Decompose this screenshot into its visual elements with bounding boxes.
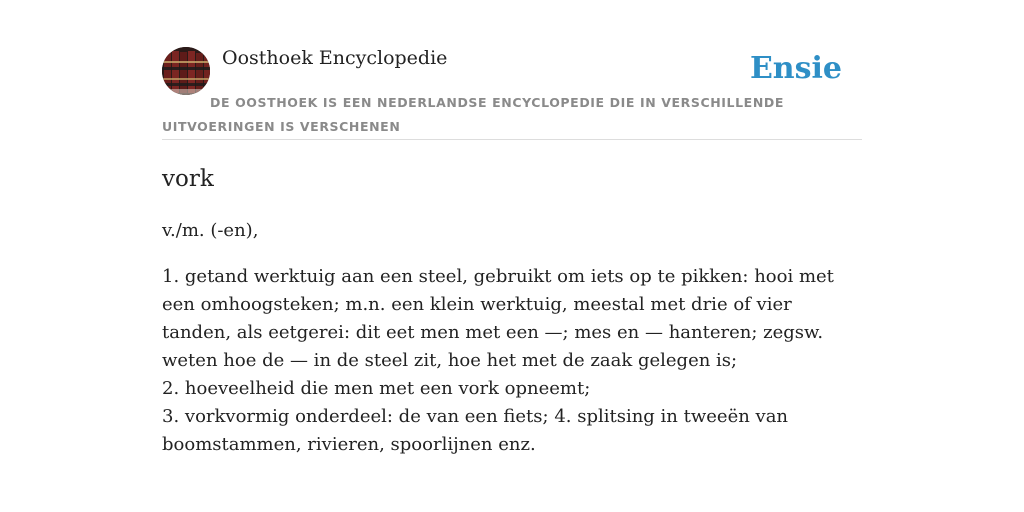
source-tagline: DE OOSTHOEK IS EEN NEDERLANDSE ENCYCLOPEDIE DIE IN VERSCHILLENDE UITVOERINGEN IS VERSCHENEN bbox=[162, 95, 784, 134]
definition-item: 2. hoeveelheid die men met een vork opneemt; bbox=[162, 378, 591, 399]
entry-headword: vork bbox=[162, 166, 214, 192]
entry-grammar: v./m. (-en), bbox=[162, 220, 259, 241]
encyclopedia-books-icon[interactable] bbox=[162, 47, 210, 95]
brand-logo[interactable]: Ensie bbox=[749, 51, 842, 86]
source-title[interactable]: Oosthoek Encyclopedie bbox=[222, 47, 448, 69]
definition-item: 3. vorkvormig onderdeel: de van een fiets; 4. splitsing in tweeën van boomstammen, rivieren, spoorlijnen enz. bbox=[162, 406, 789, 455]
header-divider bbox=[162, 139, 862, 140]
entry-definitions bbox=[162, 263, 862, 459]
definition-item: 1. getand werktuig aan een steel, gebruikt om iets op te pikken: hooi met een omhoogsteken; m.n. een klein werktuig, meestal met drie of vier tanden, als eetgerei: dit eet men met een —; mes en — hanteren; zegsw. weten hoe de — in de steel zit, hoe het met de zaak gelegen is; bbox=[162, 266, 834, 371]
